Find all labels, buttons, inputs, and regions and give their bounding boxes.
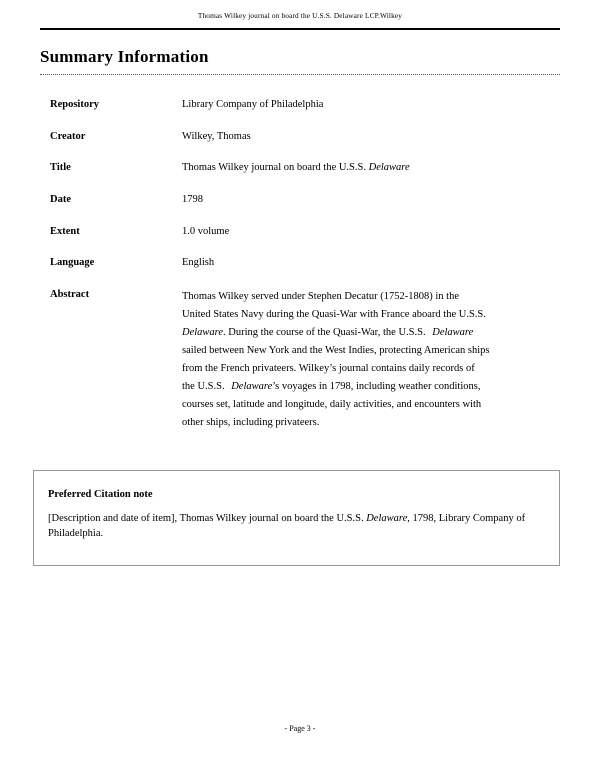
- running-header: Thomas Wilkey journal on board the U.S.S. Delaware LCP.Wilkey: [197, 11, 403, 20]
- abstract-line-4: sailed between New York and the West Indies, protecting American ships: [182, 345, 490, 357]
- page-title: Summary Information: [40, 47, 209, 66]
- field-label-language: Language: [50, 257, 95, 269]
- preferred-citation-title: Preferred Citation note: [48, 489, 153, 500]
- abstract-line-5: from the French privateers. Wilkey’s journal contains daily records of: [182, 363, 475, 375]
- field-row-creator: [40, 130, 560, 144]
- citation-text-part-a: [Description and date of item], Thomas Wilkey journal on board the U.S.S.: [48, 513, 367, 524]
- field-row-date: [40, 193, 560, 207]
- header-divider: [40, 28, 560, 30]
- field-value-creator: Wilkey, Thomas: [182, 130, 251, 142]
- field-value-language: English: [182, 257, 215, 269]
- field-row-extent: [40, 225, 560, 239]
- abstract-line-3: Delaware. During the course of the Quasi-War, the U.S.S. Delaware: [182, 327, 474, 339]
- field-row-language: [40, 256, 560, 270]
- citation-text-italic: Delaware: [366, 513, 408, 524]
- field-value-date: 1798: [182, 194, 203, 206]
- preferred-citation-box: [33, 470, 560, 566]
- abstract-line-2: United States Navy during the Quasi-War with France aboard the U.S.S.: [182, 309, 486, 321]
- citation-text-line-2: Company of Philadelphia.: [48, 513, 526, 539]
- abstract-line-8: other ships, including privateers.: [182, 417, 320, 429]
- preferred-citation-text: [48, 512, 540, 542]
- field-row-repository: [40, 98, 560, 112]
- field-value-title: [182, 161, 560, 175]
- abstract-line-1: Thomas Wilkey served under Stephen Decatur (1752-1808) in the: [182, 291, 459, 303]
- field-label-title: Title: [50, 162, 71, 174]
- citation-text-part-b: , 1798, Library: [407, 513, 471, 524]
- summary-fields: [40, 98, 560, 432]
- field-value-abstract: [182, 288, 560, 432]
- title-text-italic: Delaware: [368, 162, 410, 174]
- title-text-plain: Thomas Wilkey journal on board the U.S.S.: [182, 162, 369, 174]
- field-value-repository: Library Company of Philadelphia: [182, 99, 324, 110]
- field-label-date: Date: [50, 194, 71, 206]
- field-label-creator: Creator: [50, 130, 86, 142]
- page-footer: - Page 3 -: [284, 724, 316, 733]
- abstract-line-7: courses set, latitude and longitude, daily activities, and encounters with: [182, 399, 482, 411]
- field-value-extent: 1.0 volume: [182, 225, 230, 237]
- abstract-line-6: the U.S.S. Delaware’s voyages in 1798, including weather conditions,: [182, 381, 481, 393]
- field-row-abstract: [40, 288, 560, 432]
- field-label-extent: Extent: [50, 225, 80, 237]
- field-label-repository: Repository: [50, 99, 99, 110]
- field-row-title: [40, 161, 560, 175]
- field-label-abstract: Abstract: [50, 289, 90, 301]
- dotted-divider: [40, 74, 560, 75]
